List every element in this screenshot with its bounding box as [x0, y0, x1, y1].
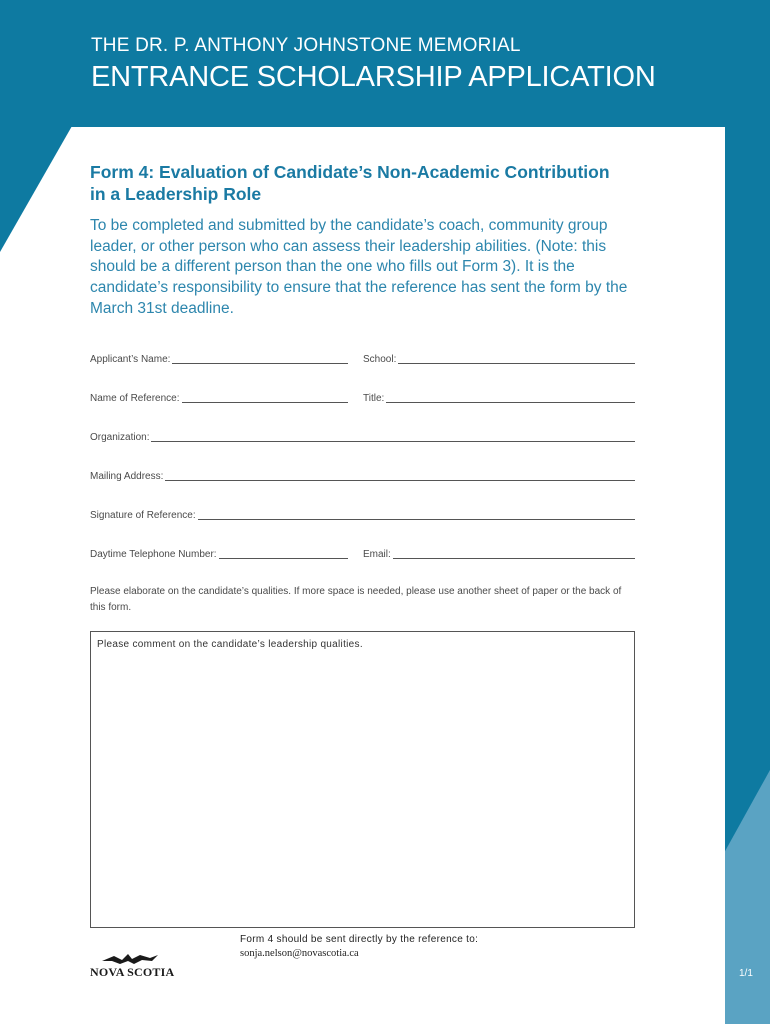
- mailing-address-line[interactable]: [165, 471, 635, 481]
- applicant-name-label: Applicant’s Name:: [90, 354, 171, 365]
- organization-line[interactable]: [151, 432, 635, 442]
- elaborate-instructions: Please elaborate on the candidate’s qualities. If more space is needed, please use another sheet of paper or the back of this form.: [90, 586, 622, 613]
- signature-label: Signature of Reference:: [90, 510, 196, 521]
- applicant-name-line[interactable]: [172, 354, 348, 364]
- email-label: Email:: [363, 549, 391, 560]
- phone-field[interactable]: [90, 549, 348, 560]
- phone-line[interactable]: [219, 549, 348, 559]
- field-row-reference: [90, 393, 635, 409]
- school-line[interactable]: [398, 354, 635, 364]
- email-field[interactable]: [363, 549, 635, 560]
- logo-text: NOVA SCOTIA: [90, 965, 175, 979]
- decorative-left-wedge: [0, 126, 72, 252]
- email-line[interactable]: [393, 549, 635, 559]
- field-row-organization: [90, 432, 635, 448]
- nova-scotia-logo: [90, 952, 180, 980]
- reference-name-line[interactable]: [182, 393, 349, 403]
- mailing-address-field[interactable]: [90, 471, 635, 482]
- form-instructions: To be completed and submitted by the candidate’s coach, community group leader, or other person who can assess their leadership abilities. (Note: this should be a different person than the one who fills out Form 3). It is the candidate’s responsibility to ensure that the reference has sent the form by the March 31st deadline.: [90, 217, 628, 317]
- organization-field[interactable]: [90, 432, 635, 443]
- signature-line[interactable]: [198, 510, 635, 520]
- document-subtitle: THE DR. P. ANTHONY JOHNSTONE MEMORIAL: [91, 35, 521, 56]
- leadership-comment-box[interactable]: [90, 631, 635, 928]
- school-label: School:: [363, 354, 397, 365]
- field-row-contact: [90, 549, 635, 565]
- organization-label: Organization:: [90, 432, 150, 443]
- form-heading-line2: in a Leadership Role: [90, 184, 262, 204]
- title-label: Title:: [363, 393, 385, 404]
- form-heading-line1: Form 4: Evaluation of Candidate’s Non-Academic Contribution: [90, 162, 610, 182]
- send-instruction: Form 4 should be sent directly by the reference to:: [240, 934, 479, 945]
- reference-name-field[interactable]: [90, 393, 348, 404]
- field-row-address: [90, 471, 635, 487]
- applicant-name-field[interactable]: [90, 354, 348, 365]
- page-number: 1/1: [739, 968, 753, 979]
- send-email-address: sonja.nelson@novascotia.ca: [240, 948, 359, 959]
- field-row-applicant: [90, 354, 635, 370]
- title-field[interactable]: [363, 393, 635, 404]
- nova-scotia-osprey-logo-icon: [100, 952, 160, 966]
- document-title: ENTRANCE SCHOLARSHIP APPLICATION: [91, 61, 656, 93]
- reference-name-label: Name of Reference:: [90, 393, 180, 404]
- form-heading: [90, 161, 650, 205]
- phone-label: Daytime Telephone Number:: [90, 549, 217, 560]
- school-field[interactable]: [363, 354, 635, 365]
- comment-box-label: Please comment on the candidate’s leadership qualities.: [97, 639, 363, 650]
- mailing-address-label: Mailing Address:: [90, 471, 164, 482]
- signature-field[interactable]: [90, 510, 635, 521]
- field-row-signature: [90, 510, 635, 526]
- title-line[interactable]: [386, 393, 635, 403]
